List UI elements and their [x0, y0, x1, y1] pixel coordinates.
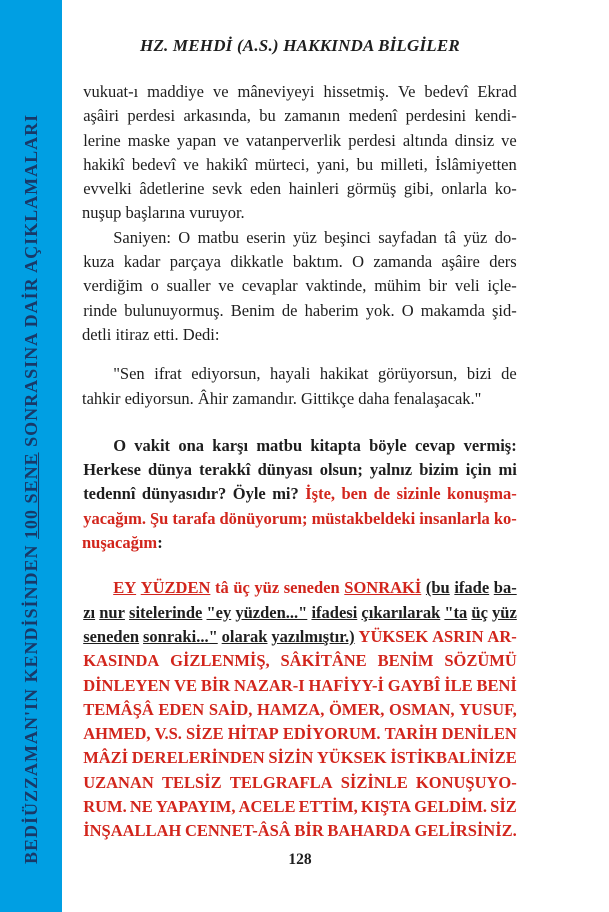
- page-number: 128: [288, 851, 312, 868]
- text-segment: olarak: [221, 626, 268, 646]
- text-line: [82, 323, 518, 347]
- text-line: [82, 104, 518, 128]
- text-segment: vukuat-ı: [83, 82, 139, 101]
- text-segment: çıkarılarak: [361, 602, 441, 622]
- text-line: [82, 576, 518, 600]
- text-segment: sizinle: [396, 484, 441, 504]
- text-segment: zamanın: [284, 106, 341, 126]
- text-segment: ÖMER,: [328, 699, 385, 719]
- text-segment: o: [150, 276, 159, 296]
- text-segment: sitelerinde: [129, 602, 203, 622]
- text-segment: ba-: [493, 578, 517, 598]
- text-segment: Herkese: [83, 460, 141, 480]
- text-segment: İNŞAALLAH: [83, 821, 182, 841]
- text-segment: yok.: [365, 300, 395, 320]
- text-segment: hakikat: [319, 364, 369, 384]
- text-segment: perdesi: [348, 130, 396, 150]
- text-segment: yalnız: [369, 460, 413, 480]
- text-segment: kitapta: [310, 435, 361, 455]
- text-segment: yüz: [292, 227, 317, 247]
- text-segment: (bu: [425, 578, 450, 598]
- text-segment: O: [401, 300, 414, 320]
- text-segment: görmüş: [346, 179, 397, 199]
- paragraph-2: [82, 226, 518, 347]
- text-line: [82, 482, 518, 506]
- text-segment: Saniyen:: [113, 227, 171, 247]
- sidebar-title-underlined-part: 100 SENE: [21, 452, 41, 539]
- text-line: [82, 250, 518, 274]
- text-line: [82, 746, 518, 770]
- text-segment: YÜKSEK: [358, 626, 429, 646]
- text-segment: yazılmıştır.): [271, 626, 355, 646]
- text-segment: seneden: [83, 626, 140, 646]
- text-segment: sonraki...": [143, 626, 218, 646]
- text-segment: VE: [174, 675, 198, 695]
- paragraph-4: [82, 434, 518, 555]
- text-segment: yüz: [254, 578, 280, 598]
- text-segment: milleti,: [380, 154, 428, 174]
- text-segment: tarafa: [172, 508, 216, 528]
- text-segment: dünyası: [257, 460, 313, 480]
- text-segment: maddiye: [147, 82, 204, 101]
- text-segment: görüyorsun,: [378, 364, 458, 384]
- text-segment: yüz: [492, 602, 517, 622]
- text-segment: RUM.: [83, 797, 127, 817]
- text-segment: parçaya: [169, 252, 221, 272]
- text-segment: O: [178, 227, 191, 247]
- text-segment: de: [501, 364, 517, 384]
- text-segment: bir: [428, 276, 448, 296]
- text-segment: cevap: [414, 435, 456, 455]
- text-segment: yüzden...": [235, 602, 308, 622]
- text-segment: zı: [83, 602, 96, 622]
- sidebar-vertical-title: [21, 114, 42, 864]
- text-segment: ko-: [494, 179, 517, 199]
- text-segment: hakikî: [83, 154, 125, 174]
- text-segment: olsun;: [319, 460, 363, 480]
- text-segment: EDEN: [158, 699, 205, 719]
- text-segment: ifade: [454, 578, 490, 598]
- text-line: [82, 177, 518, 201]
- text-segment: içle-: [487, 276, 517, 296]
- text-segment: ACELE: [238, 797, 296, 817]
- text-segment: evvelki: [83, 179, 132, 199]
- text-segment: zamanda: [373, 252, 433, 272]
- text-segment: OSMAN,: [389, 699, 455, 719]
- text-segment: hayali: [270, 364, 311, 384]
- text-segment: hakikî: [206, 154, 248, 174]
- text-segment: müstakbeldeki: [311, 508, 416, 528]
- text-segment: ders: [489, 252, 517, 272]
- text-segment: kuza: [83, 252, 115, 272]
- text-line: [82, 674, 518, 698]
- text-segment: SİZİNLE: [340, 772, 408, 792]
- text-segment: makamda: [420, 300, 485, 320]
- text-segment: BİR: [200, 675, 231, 695]
- text-segment: V.S.: [154, 724, 182, 744]
- text-segment: üç: [233, 578, 250, 598]
- text-segment: kadar: [123, 252, 161, 272]
- sidebar-title-part: SONRASINA DAİR AÇIKLAMALARI: [21, 113, 41, 453]
- text-segment: Ve: [397, 82, 416, 101]
- text-segment: bulunuyormuş.: [124, 300, 224, 320]
- text-segment: ben: [341, 484, 368, 504]
- text-segment: İSTİKBALİNİZE: [390, 748, 517, 768]
- text-segment: dikkatle: [230, 252, 284, 272]
- text-segment: için: [465, 460, 492, 480]
- text-line: [82, 153, 518, 177]
- text-segment: ona: [178, 435, 205, 455]
- text-segment: ve: [212, 82, 229, 101]
- text-segment: tedennî: [83, 484, 136, 504]
- text-segment: verdiğim: [83, 276, 143, 296]
- text-segment: EY: [113, 578, 137, 598]
- text-segment: YUSUF,: [459, 699, 517, 719]
- text-segment: SÂKİTÂNE: [280, 651, 367, 671]
- text-segment: baktım.: [292, 252, 343, 272]
- text-segment: ve: [183, 154, 199, 174]
- text-line: [82, 722, 518, 746]
- text-segment: tâ: [214, 578, 229, 598]
- text-segment: bedevî: [131, 154, 176, 174]
- text-line: [82, 226, 518, 250]
- text-segment: ve: [223, 130, 239, 150]
- text-segment: KONUŞUYO-: [415, 772, 517, 792]
- text-segment: ve: [501, 130, 517, 150]
- text-segment: :: [157, 533, 163, 553]
- text-segment: ifadesi: [311, 602, 358, 622]
- text-segment: AR-: [487, 626, 517, 646]
- text-line: [82, 649, 518, 673]
- text-segment: bizi: [466, 364, 492, 384]
- text-segment: TEMÂŞÂ: [83, 699, 154, 719]
- text-segment: eden: [249, 179, 282, 199]
- text-segment: mi?: [272, 484, 299, 504]
- text-segment: Benim: [230, 300, 275, 320]
- text-segment: aşâiri: [83, 106, 119, 126]
- text-segment: KIŞTA: [360, 797, 412, 817]
- text-segment: haberim: [304, 300, 359, 320]
- text-segment: HAMZA,: [256, 699, 325, 719]
- text-segment: Ekrad: [477, 82, 517, 101]
- text-segment: Şu: [150, 508, 169, 528]
- text-segment: İLE: [444, 675, 473, 695]
- text-segment: insanlarla: [419, 508, 490, 528]
- text-segment: âdetlerine: [139, 179, 205, 199]
- text-segment: yüz: [463, 227, 488, 247]
- text-segment: BENİM: [377, 651, 434, 671]
- text-segment: vatanperverlik: [245, 130, 342, 150]
- text-segment: terakkî: [199, 460, 251, 480]
- text-segment: altında: [402, 130, 448, 150]
- text-segment: HAFİYY-İ: [308, 675, 384, 695]
- text-line: [82, 601, 518, 625]
- text-segment: bizim: [419, 460, 459, 480]
- text-segment: vermiş:: [463, 435, 517, 455]
- text-segment: TELGRAFLA: [229, 772, 333, 792]
- text-segment: SİZE: [186, 724, 224, 744]
- text-segment: konuşma-: [447, 484, 517, 504]
- text-segment: ko-: [493, 508, 517, 528]
- text-line: [82, 698, 518, 722]
- text-line: [82, 458, 518, 482]
- text-segment: ve: [218, 276, 234, 296]
- text-segment: matbu: [256, 435, 303, 455]
- text-line: [82, 80, 518, 104]
- text-segment: tâ: [444, 227, 457, 247]
- text-segment: bu: [356, 154, 374, 174]
- text-segment: beşinci: [324, 227, 371, 247]
- text-segment: ASRIN: [432, 626, 484, 646]
- text-line: [82, 795, 518, 819]
- text-segment: bu: [259, 106, 276, 126]
- text-segment: DENİLEN: [441, 724, 517, 744]
- text-segment: onlarla: [441, 179, 488, 199]
- text-segment: KASINDA: [83, 651, 160, 671]
- text-segment: böyle: [369, 435, 407, 455]
- text-segment: rinde: [83, 300, 118, 320]
- text-segment: maske: [127, 130, 170, 150]
- text-segment: BAHARDA: [327, 821, 411, 841]
- text-segment: ediyorsun,: [191, 364, 261, 384]
- text-segment: HİTAP: [227, 724, 279, 744]
- text-line: [82, 434, 518, 458]
- text-segment: matbu: [197, 227, 239, 247]
- text-line: [82, 625, 518, 649]
- text-segment: GELDİM.: [414, 797, 488, 817]
- text-segment: İslâmiyetten: [435, 154, 517, 174]
- text-segment: mi: [498, 460, 517, 480]
- text-segment: "ey: [206, 602, 232, 622]
- text-segment: dünyasıdır?: [141, 484, 227, 504]
- text-segment: yapan: [176, 130, 217, 150]
- text-segment: nuşup başlarına vuruyor.: [82, 203, 245, 223]
- text-line: [82, 299, 518, 323]
- text-segment: de: [373, 484, 391, 504]
- text-segment: hainleri: [288, 179, 340, 199]
- text-segment: "ta: [444, 602, 468, 622]
- text-line: [82, 771, 518, 795]
- text-segment: İşte,: [305, 484, 336, 504]
- text-line: [82, 201, 518, 225]
- paragraph-5: [82, 576, 518, 843]
- text-segment: sayfadan: [378, 227, 437, 247]
- text-segment: ifrat: [154, 364, 182, 384]
- text-segment: mürteci,: [254, 154, 310, 174]
- text-line: [82, 274, 518, 298]
- text-segment: dönüyorum;: [219, 508, 308, 528]
- text-segment: EDİYORUM.: [282, 724, 381, 744]
- text-segment: YÜZDEN: [140, 578, 211, 598]
- text-segment: gibi,: [403, 179, 434, 199]
- text-segment: SÖZÜMÜ: [444, 651, 517, 671]
- text-segment: GİZLENMİŞ,: [170, 651, 270, 671]
- text-segment: şid-: [492, 300, 517, 320]
- page-header-title: HZ. MEHDİ (A.S.) HAKKINDA BİLGİLER: [140, 36, 460, 55]
- text-segment: hissetmiş.: [323, 82, 390, 101]
- text-segment: TARİH: [384, 724, 438, 744]
- text-segment: mâneviyeyi: [237, 82, 315, 101]
- text-segment: YAPAYIM,: [155, 797, 236, 817]
- text-segment: arkasında,: [183, 106, 251, 126]
- text-segment: aşâire: [441, 252, 480, 272]
- text-line: [82, 387, 518, 411]
- text-segment: cevaplar: [241, 276, 298, 296]
- text-segment: üç: [471, 602, 488, 622]
- text-segment: O: [113, 435, 127, 455]
- text-segment: nuşacağım: [82, 533, 158, 553]
- text-segment: vakit: [134, 435, 171, 455]
- text-segment: CENNET-ÂSÂ: [184, 821, 291, 841]
- text-segment: ETTİM,: [298, 797, 358, 817]
- text-segment: YÜKSEK: [316, 748, 387, 768]
- text-segment: perdesi: [127, 106, 176, 126]
- text-segment: dinsiz: [454, 130, 495, 150]
- text-line: [82, 531, 518, 555]
- text-segment: DİNLEYEN: [83, 675, 171, 695]
- text-segment: MÂZİ: [83, 748, 129, 768]
- text-segment: SİZ: [490, 797, 517, 817]
- text-segment: do-: [494, 227, 517, 247]
- text-segment: SAİD,: [208, 699, 253, 719]
- text-line: [82, 819, 518, 843]
- text-segment: BİR: [294, 821, 324, 841]
- text-segment: BENİ: [476, 675, 517, 695]
- text-line: [82, 129, 518, 153]
- text-segment: dünya: [148, 460, 193, 480]
- text-segment: karşı: [212, 435, 249, 455]
- text-segment: vaktinde,: [305, 276, 367, 296]
- text-segment: Öyle: [232, 484, 266, 504]
- text-segment: mühim: [374, 276, 421, 296]
- text-segment: sevk: [212, 179, 243, 199]
- text-segment: sualler: [166, 276, 211, 296]
- text-segment: NAZAR-I: [234, 675, 305, 695]
- text-segment: bedevî: [424, 82, 469, 101]
- text-segment: nur: [99, 602, 125, 622]
- text-segment: AHMED,: [83, 724, 151, 744]
- text-segment: medenî: [348, 106, 398, 126]
- text-line: [82, 362, 518, 386]
- text-segment: eserin: [246, 227, 286, 247]
- text-segment: de: [281, 300, 298, 320]
- text-segment: lerine: [83, 130, 121, 150]
- text-segment: UZANAN: [83, 772, 154, 792]
- text-segment: TELSİZ: [162, 772, 222, 792]
- text-line: [82, 507, 518, 531]
- sidebar-title-part: BEDİÜZZAMAN'IN KENDİSİNDEN: [21, 538, 41, 864]
- text-segment: GAYBÎ: [387, 675, 441, 695]
- text-segment: SONRAKİ: [344, 578, 422, 598]
- text-segment: SİZİN: [268, 748, 314, 768]
- text-segment: detli itiraz etti. Dedi:: [82, 324, 220, 344]
- sidebar-blue-band: [0, 0, 62, 912]
- paragraph-1: [82, 80, 518, 226]
- text-segment: DERELERİNDEN: [131, 748, 265, 768]
- text-segment: "Sen: [113, 364, 145, 384]
- paragraph-3: [82, 362, 518, 411]
- text-segment: tahkir ediyorsun. Âhir zamandır. Gittikçe daha fenalaşacak.": [82, 388, 482, 408]
- text-segment: NE: [129, 797, 153, 817]
- text-segment: yacağım.: [83, 508, 146, 528]
- text-segment: yani,: [316, 154, 350, 174]
- text-segment: GELİRSİNİZ.: [414, 821, 517, 841]
- text-segment: kendi-: [474, 106, 517, 126]
- text-segment: seneden: [283, 578, 340, 598]
- body-text-column: [82, 80, 518, 844]
- text-segment: O: [352, 252, 365, 272]
- text-segment: veli: [454, 276, 480, 296]
- text-segment: perdesini: [405, 106, 467, 126]
